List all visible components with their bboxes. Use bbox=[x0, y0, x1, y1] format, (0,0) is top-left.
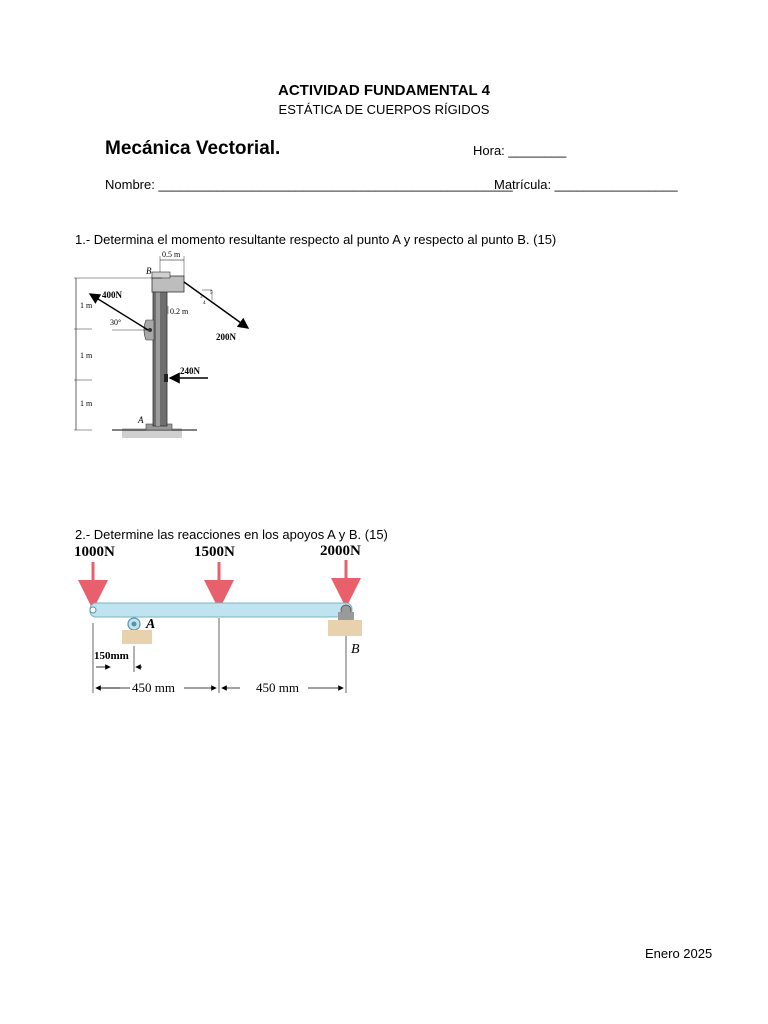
footer-date: Enero 2025 bbox=[645, 946, 713, 961]
document-subtitle: ESTÁTICA DE CUERPOS RÍGIDOS bbox=[278, 102, 490, 117]
beam bbox=[90, 603, 352, 617]
angle-label: 30° bbox=[110, 318, 122, 327]
top-bracket bbox=[152, 276, 184, 292]
load-1000n-label: 1000N bbox=[74, 544, 115, 560]
label-a: A bbox=[146, 617, 156, 632]
load-2000n-label: 2000N bbox=[320, 543, 361, 559]
dim-small-label: 150mm bbox=[94, 650, 129, 662]
figure-1-column bbox=[72, 248, 236, 448]
force-200n-arrow bbox=[184, 282, 248, 328]
figure-2-beam bbox=[70, 538, 380, 698]
label-a: A bbox=[138, 415, 144, 425]
force-400n-label: 400N bbox=[102, 290, 122, 300]
matricula-field: Matrícula: _________________ bbox=[494, 177, 678, 192]
force-240n-label: 240N bbox=[180, 366, 200, 376]
course-name: Mecánica Vectorial. bbox=[105, 138, 281, 159]
label-b: B bbox=[351, 642, 360, 657]
ground-b bbox=[328, 620, 362, 636]
label-b: B bbox=[146, 266, 152, 276]
question-2: 2.- Determine las reacciones en los apoyos A y B. (15) bbox=[75, 527, 388, 542]
hora-field: Hora: ________ bbox=[473, 143, 567, 158]
dim-top: 0.5 m bbox=[162, 250, 181, 259]
dim-offset: 0.2 m bbox=[170, 307, 189, 316]
ground-a bbox=[122, 630, 152, 644]
dim-1m-mid: 1 m bbox=[80, 351, 93, 360]
dim-1m-top: 1 m bbox=[80, 301, 93, 310]
slope-4: 4 bbox=[203, 301, 206, 306]
load-1500n-label: 1500N bbox=[194, 544, 235, 560]
document-title: ACTIVIDAD FUNDAMENTAL 4 bbox=[278, 82, 490, 99]
nombre-field: Nombre: _________________________________________________ bbox=[105, 177, 513, 192]
question-1: 1.- Determina el momento resultante respecto al punto A y respecto al punto B. (15) bbox=[75, 232, 557, 247]
slope-3: 3 bbox=[200, 295, 203, 300]
dim-1m-bottom: 1 m bbox=[80, 399, 93, 408]
slope-5: 5 bbox=[210, 291, 213, 296]
dim-left-label: 450 mm bbox=[132, 680, 175, 695]
force-200n-label: 200N bbox=[216, 332, 236, 342]
dim-right-label: 450 mm bbox=[256, 680, 299, 695]
